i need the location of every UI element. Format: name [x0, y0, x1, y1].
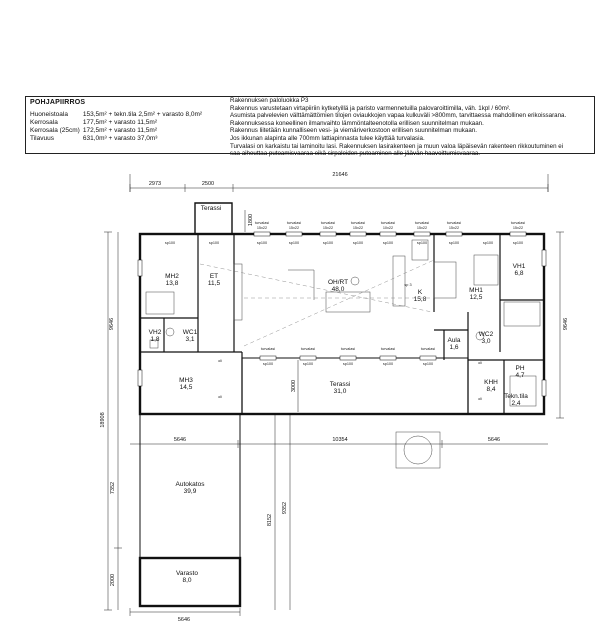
ceiling-label: sp100 [262, 362, 274, 366]
room-area: 48,0 [331, 286, 345, 293]
area-value: 631,0m³ + varasto 37,0m³ [82, 135, 158, 142]
note-line: Rakennuksen paloluokka P3 [230, 97, 309, 104]
window-size: 15x22 [448, 226, 460, 230]
dim-vert-c: 9352 [282, 501, 288, 515]
room-name: Terassi [200, 205, 222, 212]
ceiling-label: sp100 [416, 241, 428, 245]
window-label: turvalasi [446, 221, 462, 225]
room-name: Tekn.tila [504, 393, 528, 400]
room-name: WC1 [182, 329, 198, 336]
room-name: MH1 [469, 287, 483, 294]
room-name: MH3 [179, 377, 193, 384]
door-label: oli [218, 359, 222, 363]
window-size: 15x22 [322, 226, 334, 230]
window-size: 15x22 [288, 226, 300, 230]
window-label: turvalasi [420, 347, 436, 351]
room-area: 3,0 [481, 338, 491, 345]
window-label: turvalasi [300, 347, 316, 351]
area-value: 172,5m² + varasto 11,5m² [82, 127, 157, 134]
note-line: Turvalasi on karkaistu tai laminoitu lasi. Rakennuksen lasirakenteen ja muun valoa läpäisevän rakenteen rikkoutuminen ei [230, 142, 564, 150]
room-name: KHH [484, 379, 498, 386]
room-name: WC2 [478, 331, 494, 338]
room-name: Aula [447, 337, 461, 344]
dim-mid-b: 10354 [332, 437, 348, 443]
door-label: oli [478, 361, 482, 365]
door-label: oli [478, 397, 482, 401]
dim-left-b: 7352 [110, 481, 116, 495]
room-name: MH2 [165, 273, 179, 280]
room-name: Terassi [329, 381, 351, 388]
room-area: 1,8 [150, 336, 160, 343]
room-area: 2,4 [511, 400, 521, 407]
ceiling-label: sp100 [382, 241, 394, 245]
dim-top-total: 21646 [332, 172, 348, 178]
room-area: 13,8 [165, 280, 179, 287]
ceiling-label: sp100 [448, 241, 460, 245]
room-name: ET [209, 273, 219, 280]
dim-mid-a: 5646 [173, 437, 187, 443]
furniture [146, 240, 540, 468]
ceiling-label: sp100 [288, 241, 300, 245]
room-area: 39,9 [183, 488, 197, 495]
dim-top-b: 2500 [201, 181, 215, 187]
windows [138, 232, 546, 396]
window-size: 10x22 [382, 226, 394, 230]
ceiling-label: sp100 [422, 362, 434, 366]
dim-top-a: 2973 [148, 181, 162, 187]
room-area: 11,5 [207, 280, 221, 287]
window-size: 15x22 [352, 226, 364, 230]
dim-small-top: 1800 [248, 213, 254, 227]
note-line: Rakennus varustetaan virtapiiriin kytketyillä ja paristo varmennetuilla palovaroittimilla, väh. 1kpl / 60m². [230, 104, 511, 112]
kitchen-sign: sp 3 [404, 283, 412, 287]
room-area: 4,7 [515, 372, 525, 379]
area-label: Kerrosala [30, 119, 58, 126]
ceiling-label: sp100 [342, 362, 354, 366]
ceiling-label: sp100 [164, 241, 176, 245]
room-name: VH2 [148, 329, 162, 336]
room-area: 6,8 [514, 270, 524, 277]
window-label: turvalasi [320, 221, 336, 225]
room-name: PH [515, 365, 525, 372]
room-name: Varasto [176, 570, 198, 577]
room-name: K [417, 289, 423, 296]
room-area: 14,5 [179, 384, 193, 391]
window-label: turvalasi [254, 221, 270, 225]
window-label: turvalasi [286, 221, 302, 225]
note-line: Jos ikkunan alapinta alle 700mm lattiapinnasta tulee käyttää turvalasia. [230, 134, 425, 142]
window-size: 15x22 [512, 226, 524, 230]
door-label: oli [218, 395, 222, 399]
ceiling-label: sp100 [302, 362, 314, 366]
ceiling-label: sp100 [382, 362, 394, 366]
room-area: 31,0 [333, 388, 347, 395]
room-area: 8,4 [486, 386, 496, 393]
window-label: turvalasi [414, 221, 430, 225]
ceiling-label: sp100 [208, 241, 220, 245]
area-value: 153,5m² + tekn.tila 2,5m² + varasto 8,0m² [82, 111, 203, 118]
ceiling-label: sp100 [352, 241, 364, 245]
window-size: 15x22 [256, 226, 268, 230]
area-label: Kerrosala (25cm) [30, 127, 80, 134]
ceiling-label: sp100 [322, 241, 334, 245]
area-value: 177,5m² + varasto 11,5m² [82, 119, 157, 126]
area-label: Tilavuus [30, 135, 54, 142]
dim-vert-a: 3000 [291, 379, 297, 393]
note-line: saa aiheuttaa putoamisvaaraa eikä sirpaleiden putoaminen alle jäävän haavoittumisvaaraa. [230, 150, 481, 158]
room-name: Autokatos [175, 481, 205, 488]
window-label: turvalasi [260, 347, 276, 351]
dim-vert-b: 8152 [267, 513, 273, 527]
window-label: turvalasi [510, 221, 526, 225]
window-label: turvalasi [380, 221, 396, 225]
walls [140, 203, 544, 606]
dim-left-total: 18908 [100, 412, 106, 428]
dim-left-house: 9646 [109, 317, 115, 331]
room-area: 15,8 [413, 296, 427, 303]
room-area: 12,5 [469, 294, 483, 301]
area-label: Huoneistoala [30, 111, 68, 118]
room-area: 1,6 [449, 344, 459, 351]
room-name: OH/RT [327, 279, 349, 286]
window-label: turvalasi [380, 347, 396, 351]
note-line: Rakennuksessa koneellinen ilmanvaihto lämmöntalteenotolla erillisen suunnitelman mukaan. [230, 119, 484, 127]
room-area: 3,1 [185, 336, 195, 343]
guide-lines [200, 260, 434, 346]
note-line: Rakennus liitetään kunnalliseen vesi- ja viemäriverkostoon erillisen suunnitelman mukaan. [230, 127, 477, 135]
dim-mid-c: 5646 [487, 437, 501, 443]
ceiling-label: sp100 [512, 241, 524, 245]
window-label: turvalasi [350, 221, 366, 225]
room-area: 8,0 [182, 577, 192, 584]
window-label: turvalasi [340, 347, 356, 351]
plan-title: POHJAPIIRROS [30, 99, 86, 106]
ceiling-label: sp100 [256, 241, 268, 245]
note-line: Asumista palvelevien välttämättömien tilojen oviaukkojen vapaa kulkuväli >800mm, tarvittaessa mahdollinen erikoissarana. [230, 112, 567, 120]
dim-right-house: 9646 [563, 317, 569, 331]
dim-left-c: 2000 [110, 573, 116, 587]
ceiling-label: sp100 [482, 241, 494, 245]
room-name: VH1 [512, 263, 526, 270]
window-size: 15x22 [416, 226, 428, 230]
dim-bottom: 5646 [177, 617, 191, 623]
